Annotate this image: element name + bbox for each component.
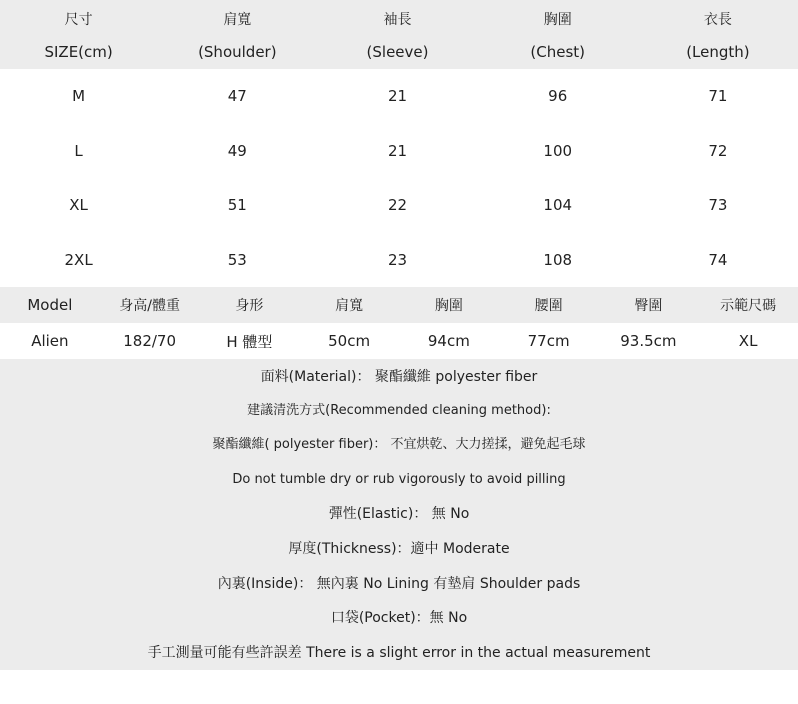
model-size-worn: XL — [738, 332, 758, 350]
model-chest: 94cm — [427, 332, 470, 350]
model-header-shoulder: 肩寬 — [335, 298, 364, 314]
cleaning-en-line: Do not tumble dry or rub vigorously to avoid pilling — [232, 472, 566, 487]
size-header-en-chest: (Chest) — [530, 43, 586, 61]
chest-cell: 104 — [543, 196, 573, 215]
size-header-zh-row — [0, 9, 798, 29]
elastic-line: 彈性(Elastic)： 無 No — [328, 506, 470, 522]
model-table-header — [0, 287, 798, 323]
size-header-zh-chest: 胸圍 — [543, 12, 572, 28]
size-header-zh-size: 尺寸 — [64, 12, 93, 28]
thickness-line: 厚度(Thickness)：適中 Moderate — [288, 541, 510, 557]
size-cell: M — [72, 87, 86, 106]
chest-cell: 96 — [548, 87, 568, 106]
size-header-zh-sleeve: 袖長 — [383, 12, 412, 28]
table-row — [0, 233, 798, 288]
model-hip: 93.5cm — [620, 332, 677, 350]
sleeve-cell: 23 — [387, 250, 408, 269]
sleeve-cell: 22 — [387, 196, 408, 215]
model-header-model: Model — [27, 296, 73, 314]
length-cell: 73 — [708, 196, 728, 215]
cleaning-zh-line: 聚酯纖維( polyester fiber)： 不宜烘乾、大力搓揉，避免起毛球 — [212, 437, 586, 452]
length-cell: 72 — [708, 141, 728, 160]
model-height-weight: 182/70 — [123, 332, 177, 350]
model-header-hip: 臀圍 — [634, 298, 663, 314]
size-table-header — [0, 0, 798, 69]
table-row — [0, 69, 798, 124]
model-header-chest: 胸圍 — [434, 298, 463, 314]
table-row — [0, 124, 798, 179]
size-cell: 2XL — [64, 250, 93, 269]
length-cell: 71 — [708, 87, 728, 106]
size-header-en-shoulder: (Shoulder) — [198, 43, 277, 61]
pocket-line: 口袋(Pocket)：無 No — [330, 610, 468, 626]
model-body-type: H 體型 — [226, 332, 273, 351]
model-header-body-type: 身形 — [235, 298, 264, 314]
chest-cell: 108 — [543, 250, 573, 269]
size-header-en-length: (Length) — [686, 43, 750, 61]
model-table-row — [0, 323, 798, 359]
model-shoulder: 50cm — [328, 332, 371, 350]
measurement-note-line: 手工測量可能有些許誤差 There is a slight error in the actual measurement — [147, 645, 651, 661]
model-waist: 77cm — [527, 332, 570, 350]
size-header-en-row — [0, 43, 798, 61]
shoulder-cell: 47 — [227, 87, 247, 106]
material-line: 面料(Material)： 聚酯纖維 polyester fiber — [260, 369, 538, 385]
shoulder-cell: 53 — [227, 250, 247, 269]
model-header-height-weight: 身高/體重 — [119, 298, 180, 314]
table-row — [0, 178, 798, 233]
chest-cell: 100 — [543, 141, 573, 160]
size-header-en-size: SIZE(cm) — [44, 43, 113, 61]
sleeve-cell: 21 — [387, 87, 408, 106]
length-cell: 74 — [708, 250, 728, 269]
cleaning-title-line: 建議清洗方式(Recommended cleaning method): — [247, 403, 551, 418]
model-name: Alien — [31, 332, 69, 350]
sleeve-cell: 21 — [387, 141, 408, 160]
size-cell: L — [74, 141, 83, 160]
inside-line: 內裏(Inside)： 無內裏 No Lining 有墊肩 Shoulder pads — [217, 576, 581, 592]
shoulder-cell: 49 — [227, 141, 247, 160]
size-cell: XL — [69, 196, 88, 215]
size-header-zh-length: 衣長 — [703, 12, 732, 28]
model-header-waist: 腰圍 — [534, 298, 563, 314]
size-table-body — [0, 69, 798, 287]
model-header-size-worn: 示範尺碼 — [720, 298, 777, 314]
product-info-block — [0, 359, 798, 670]
size-header-en-sleeve: (Sleeve) — [366, 43, 429, 61]
shoulder-cell: 51 — [227, 196, 247, 215]
size-header-zh-shoulder: 肩寬 — [223, 12, 252, 28]
